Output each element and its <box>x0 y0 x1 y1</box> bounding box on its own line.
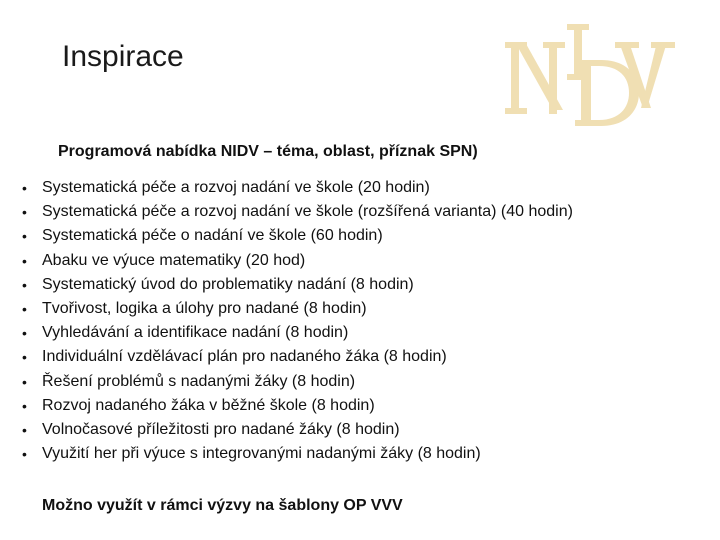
bullet-icon: • <box>22 228 27 245</box>
bullet-list <box>22 176 573 466</box>
list-item-text: Volnočasové příležitosti pro nadané žáky (8 hodin) <box>42 421 400 439</box>
list-item <box>22 176 573 200</box>
list-item-text: Systematická péče a rozvoj nadání ve škole (rozšířená varianta) (40 hodin) <box>42 203 573 221</box>
list-item <box>22 418 573 442</box>
list-item <box>22 345 573 369</box>
bullet-icon: • <box>22 373 27 390</box>
bullet-icon: • <box>22 204 27 221</box>
bullet-icon: • <box>22 301 27 318</box>
list-item-text: Řešení problémů s nadanými žáky (8 hodin) <box>42 372 356 390</box>
bullet-icon: • <box>22 349 27 366</box>
list-item <box>22 321 573 345</box>
list-item <box>22 224 573 248</box>
list-item-text: Vyhledávání a identifikace nadání (8 hodin) <box>42 324 349 342</box>
list-item <box>22 394 573 418</box>
list-item <box>22 273 573 297</box>
list-item <box>22 442 573 466</box>
list-item <box>22 297 573 321</box>
bullet-icon: • <box>22 276 27 293</box>
slide-title: Inspirace <box>62 40 184 73</box>
list-item-text: Systematická péče o nadání ve škole (60 hodin) <box>42 227 383 245</box>
list-item-text: Tvořivost, logika a úlohy pro nadané (8 hodin) <box>42 300 367 318</box>
list-item-text: Systematická péče a rozvoj nadání ve škole (20 hodin) <box>42 179 430 196</box>
bullet-icon: • <box>22 397 27 414</box>
list-item <box>22 249 573 273</box>
list-item-text: Využití her při výuce s integrovanými nadanými žáky (8 hodin) <box>42 445 481 463</box>
list-item <box>22 370 573 394</box>
list-item-text: Individuální vzdělávací plán pro nadaného žáka (8 hodin) <box>42 348 447 366</box>
bullet-icon: • <box>22 422 27 439</box>
footer-note: Možno využít v rámci výzvy na šablony OP VVV <box>42 497 403 514</box>
bullet-icon: • <box>22 252 27 269</box>
list-item-text: Abaku ve výuce matematiky (20 hod) <box>42 251 306 269</box>
subheading: Programová nabídka NIDV – téma, oblast, příznak SPN) <box>58 143 478 160</box>
list-item-text: Systematický úvod do problematiky nadání (8 hodin) <box>42 275 414 293</box>
bullet-icon: • <box>22 325 27 342</box>
list-item-text: Rozvoj nadaného žáka v běžné škole (8 hodin) <box>42 396 375 414</box>
bullet-icon: • <box>22 446 27 463</box>
list-item <box>22 200 573 224</box>
bullet-icon: • <box>22 180 27 196</box>
nidv-logo <box>505 20 675 130</box>
